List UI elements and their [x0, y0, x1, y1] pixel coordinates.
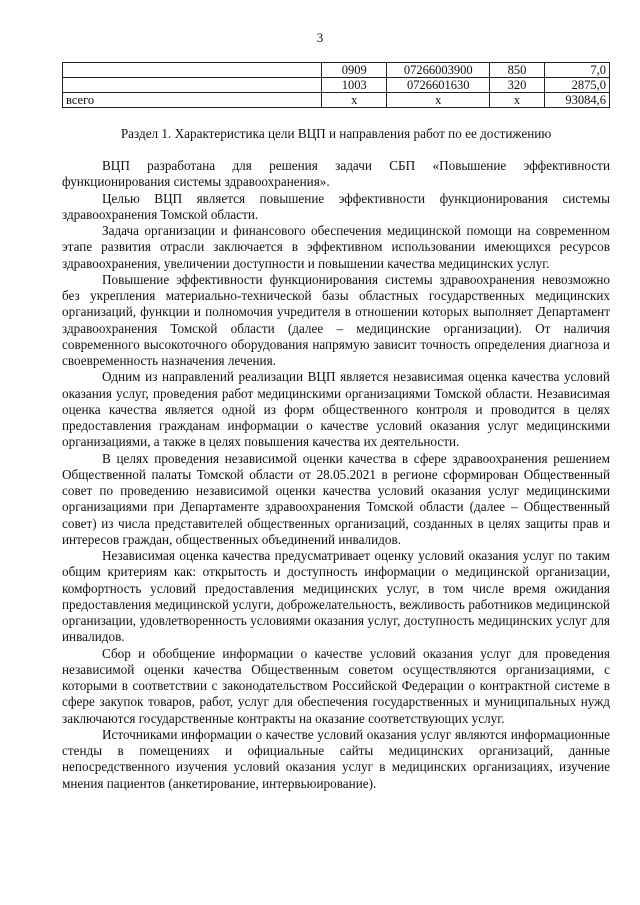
table-cell: 320 [490, 78, 544, 93]
table-cell [63, 78, 322, 93]
table-cell [63, 63, 322, 78]
budget-table [62, 62, 610, 108]
table-cell: x [387, 93, 490, 108]
paragraph: Одним из направлений реализации ВЦП является независимая оценка качества условий оказания услуг, проведения работ медицинскими организациями Томской области. Независимая оценка качества является одной из форм общественного контроля и проводится в целях предоставления гражданам информации о качестве условий оказания услуг медицинскими организациями, а также в целях повышения качества их деятельности. [62, 369, 610, 450]
table-cell: x [490, 93, 544, 108]
table-cell: 2875,0 [544, 78, 609, 93]
paragraph: Источниками информации о качестве условий оказания услуг являются информационные стенды в помещениях и официальные сайты медицинских организаций, данные непосредственного изучения условий оказания услуг в медицинских организациях, изучение мнения пациентов (анкетирование, интервьюирование). [62, 726, 610, 791]
table-cell: x [322, 93, 387, 108]
page-number: 3 [316, 30, 324, 45]
paragraph: Сбор и обобщение информации о качестве условий оказания услуг для проведения независимой оценки качества Общественным советом осуществляются организациями, с которыми в соответствии с законодательством Российской Федерации о контрактной системе в сфере закупок товаров, работ, услуг для обеспечения государственных и муниципальных нужд заключаются государственные контракты на оказание соответствующих услуг. [62, 645, 610, 726]
table-row [63, 63, 610, 78]
paragraph: Независимая оценка качества предусматривает оценку условий оказания услуг по таким общим критериям как: открытость и доступность информации о медицинской организации, комфортность условий предоставления медицинских услуг, в том числе время ожидания предоставления медицинской услуги, доброжелательность, вежливость работников медицинской организации, удовлетворенность условиями оказания услуг, доступность медицинских услуг для инвалидов. [62, 548, 610, 645]
table-row-total [63, 93, 610, 108]
table-cell: 1003 [322, 78, 387, 93]
table-cell: 93084,6 [544, 93, 609, 108]
paragraph: В целях проведения независимой оценки качества в сфере здравоохранения решением Общественной палаты Томской области от 28.05.2021 в регионе сформирован Общественный совет по проведению независимой оценки качества условий оказания услуг медицинскими организациями при Департаменте здравоохранения Томской области (далее – Общественный совет) из числа представителей общественных организаций, созданных в целях защиты прав и интересов граждан, общественных объединений инвалидов. [62, 450, 610, 547]
paragraph: Задача организации и финансового обеспечения медицинской помощи на современном этапе развития отрасли заключается в эффективном использовании имеющихся ресурсов здравоохранения, увеличении доступности и повышении качества медицинских услуг. [62, 223, 610, 271]
section-title: Раздел 1. Характеристика цели ВЦП и направления работ по ее достижению [120, 126, 552, 141]
table-cell: 0909 [322, 63, 387, 78]
table-row [63, 78, 610, 93]
paragraph: Целью ВЦП является повышение эффективности функционирования системы здравоохранения Томской области. [62, 190, 610, 222]
table-cell: 850 [490, 63, 544, 78]
paragraph: Повышение эффективности функционирования системы здравоохранения невозможно без укрепления материально-технической базы областных государственных медицинских организаций, функции и полномочия учредителя в отношении которых выполняет Департамент здравоохранения Томской области (далее – медицинские организации). От наличия современного высокоточного оборудования напрямую зависит точность определения диагноза и своевременность назначения лечения. [62, 271, 610, 368]
body-text [62, 158, 610, 792]
table-cell: 7,0 [544, 63, 609, 78]
table-cell: 0726601630 [387, 78, 490, 93]
paragraph: ВЦП разработана для решения задачи СБП «Повышение эффективности функционирования системы здравоохранения». [62, 158, 610, 190]
table-cell: всего [63, 93, 322, 108]
table-cell: 07266003900 [387, 63, 490, 78]
